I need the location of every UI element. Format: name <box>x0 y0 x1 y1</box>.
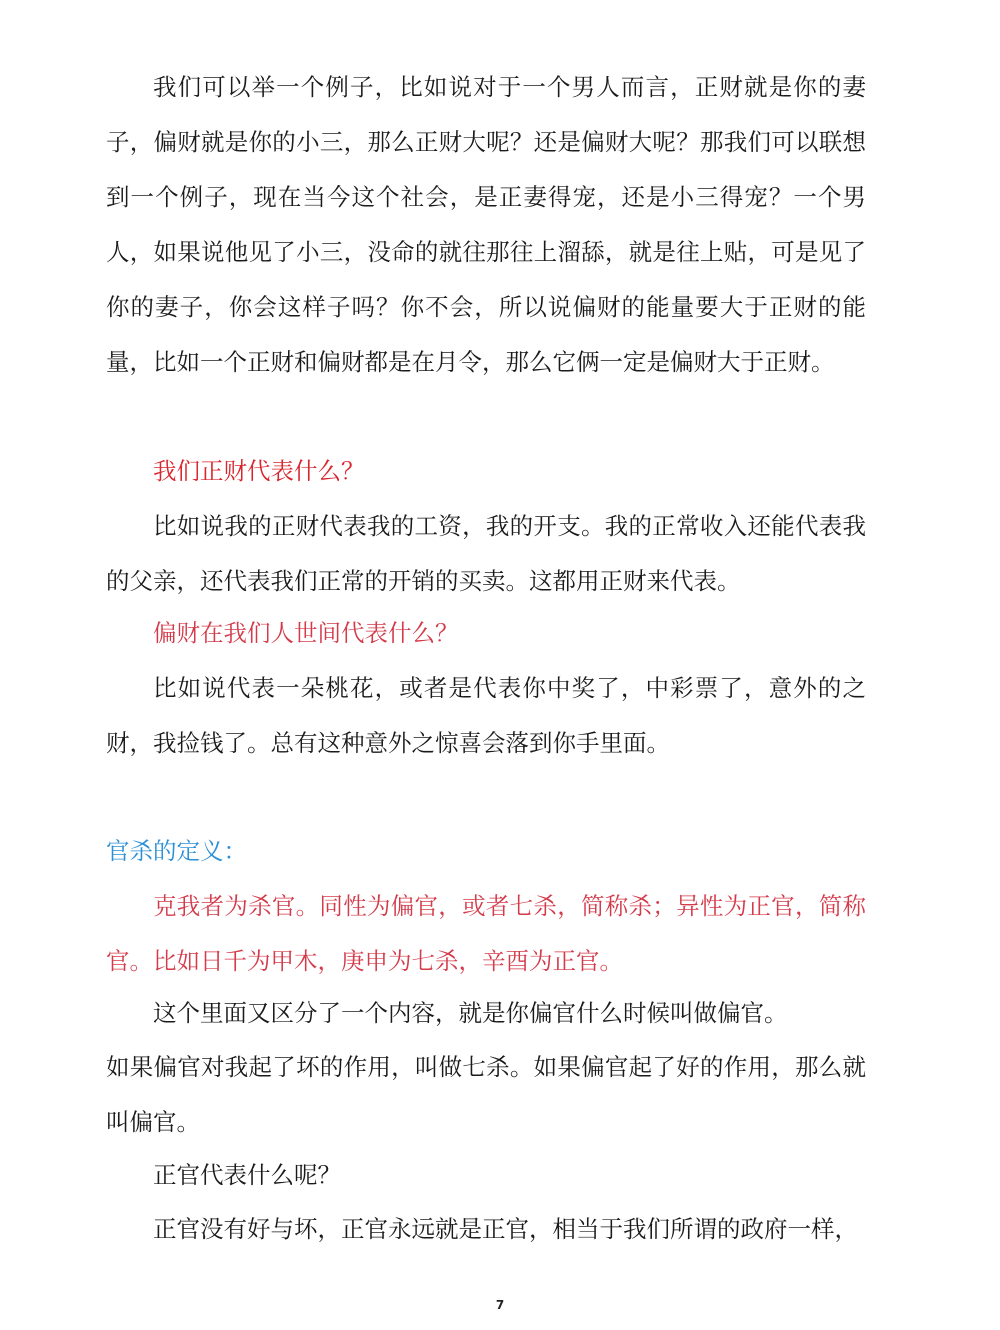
heading-zhengcai-meaning: 我们正财代表什么？ <box>153 457 365 485</box>
paragraph-zhengguan-meaning: 正官没有好与坏，正官永远就是正官，相当于我们所谓的政府一样， <box>153 1215 858 1243</box>
heading-zhengguan-meaning: 正官代表什么呢？ <box>153 1161 341 1189</box>
paragraph-guansha-definition: 克我者为杀官。同性为偏官，或者七杀，简称杀；异性为正官，简称 官。比如日千为甲木，庚申为七杀，辛酉为正官。 <box>106 892 866 975</box>
heading-guansha-definition: 官杀的定义： <box>106 837 247 865</box>
paragraph-zhengcai-piancai-example: 我们可以举一个例子，比如说对于一个男人而言，正财就是你的妻子，偏财就是你的小三，那么正财大呢？还是偏财大呢？那我们可以联想到一个例子，现在当今这个社会，是正妻得宠，还是小三得宠？一个男人，如果说他见了小三，没命的就往那往上溜舔，就是往上贴，可是见了你的妻子，你会这样子吗？你不会，所以说偏财的能量要大于正财的能量，比如一个正财和偏财都是在月令，那么它俩一定是偏财大于正财。 <box>106 73 866 376</box>
paragraph-zhengcai-meaning: 比如说我的正财代表我的工资，我的开支。我的正常收入还能代表我的父亲，还代表我们正常的开销的买卖。这都用正财来代表。 <box>106 512 866 595</box>
paragraph-qisha-pianguan: 如果偏官对我起了坏的作用，叫做七杀。如果偏官起了好的作用，那么就叫偏官。 <box>106 1053 866 1136</box>
page-number: 7 <box>495 1298 505 1312</box>
paragraph-piancai-meaning: 比如说代表一朵桃花，或者是代表你中奖了，中彩票了，意外的之财，我捡钱了。总有这种意外之惊喜会落到你手里面。 <box>106 674 866 757</box>
paragraph-pianguan-distinction: 这个里面又区分了一个内容，就是你偏官什么时候叫做偏官。 <box>153 999 788 1027</box>
heading-piancai-meaning: 偏财在我们人世间代表什么？ <box>153 619 459 647</box>
